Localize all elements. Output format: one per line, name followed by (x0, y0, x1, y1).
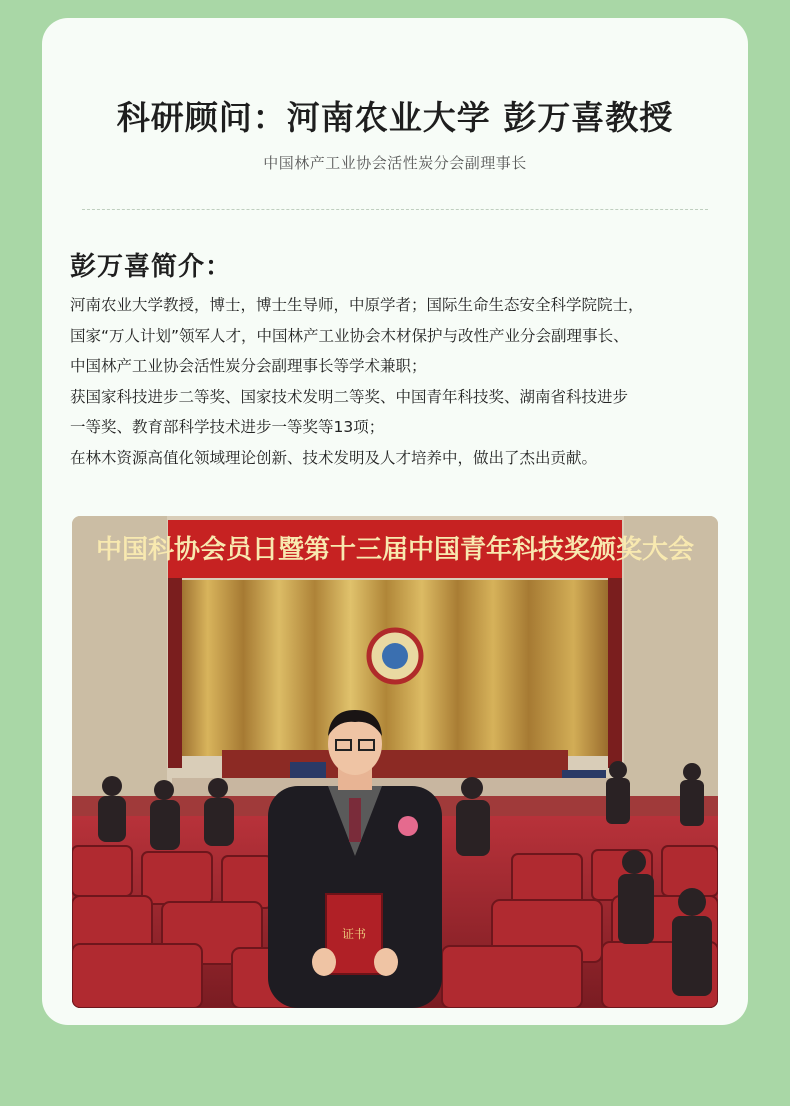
bio-text (70, 290, 730, 473)
banner-text: 中国科协会员日暨第十三届中国青年科技奖颁奖大会 (95, 535, 695, 565)
bio-line: 在林木资源高值化领域理论创新、技术发明及人才培养中，做出了杰出贡献。 (70, 448, 598, 467)
award-ceremony-photo (72, 516, 718, 1008)
content-card (42, 18, 748, 1025)
certificate-text: 证书 (341, 927, 367, 941)
bio-line: 获国家科技进步二等奖、国家技术发明二等奖、中国青年科技奖、湖南省科技进步 (70, 387, 629, 406)
bio-line: 中国林产工业协会活性炭分会副理事长等学术兼职； (70, 357, 427, 375)
bio-line: 河南农业大学教授，博士，博士生导师，中原学者；国际生命生态安全科学院院士， (70, 296, 644, 314)
bio-line: 国家“万人计划”领军人才，中国林产工业协会木材保护与改性产业分会副理事长、 (70, 326, 629, 345)
dashed-divider (82, 209, 708, 210)
bio-line: 一等奖、教育部科学技术进步一等奖等13项； (70, 418, 385, 436)
page-subtitle: 中国林产工业协会活性炭分会副理事长 (263, 154, 527, 172)
page-title: 科研顾问：河南农业大学 彭万喜教授 (116, 98, 674, 137)
bio-heading: 彭万喜简介： (70, 252, 233, 282)
